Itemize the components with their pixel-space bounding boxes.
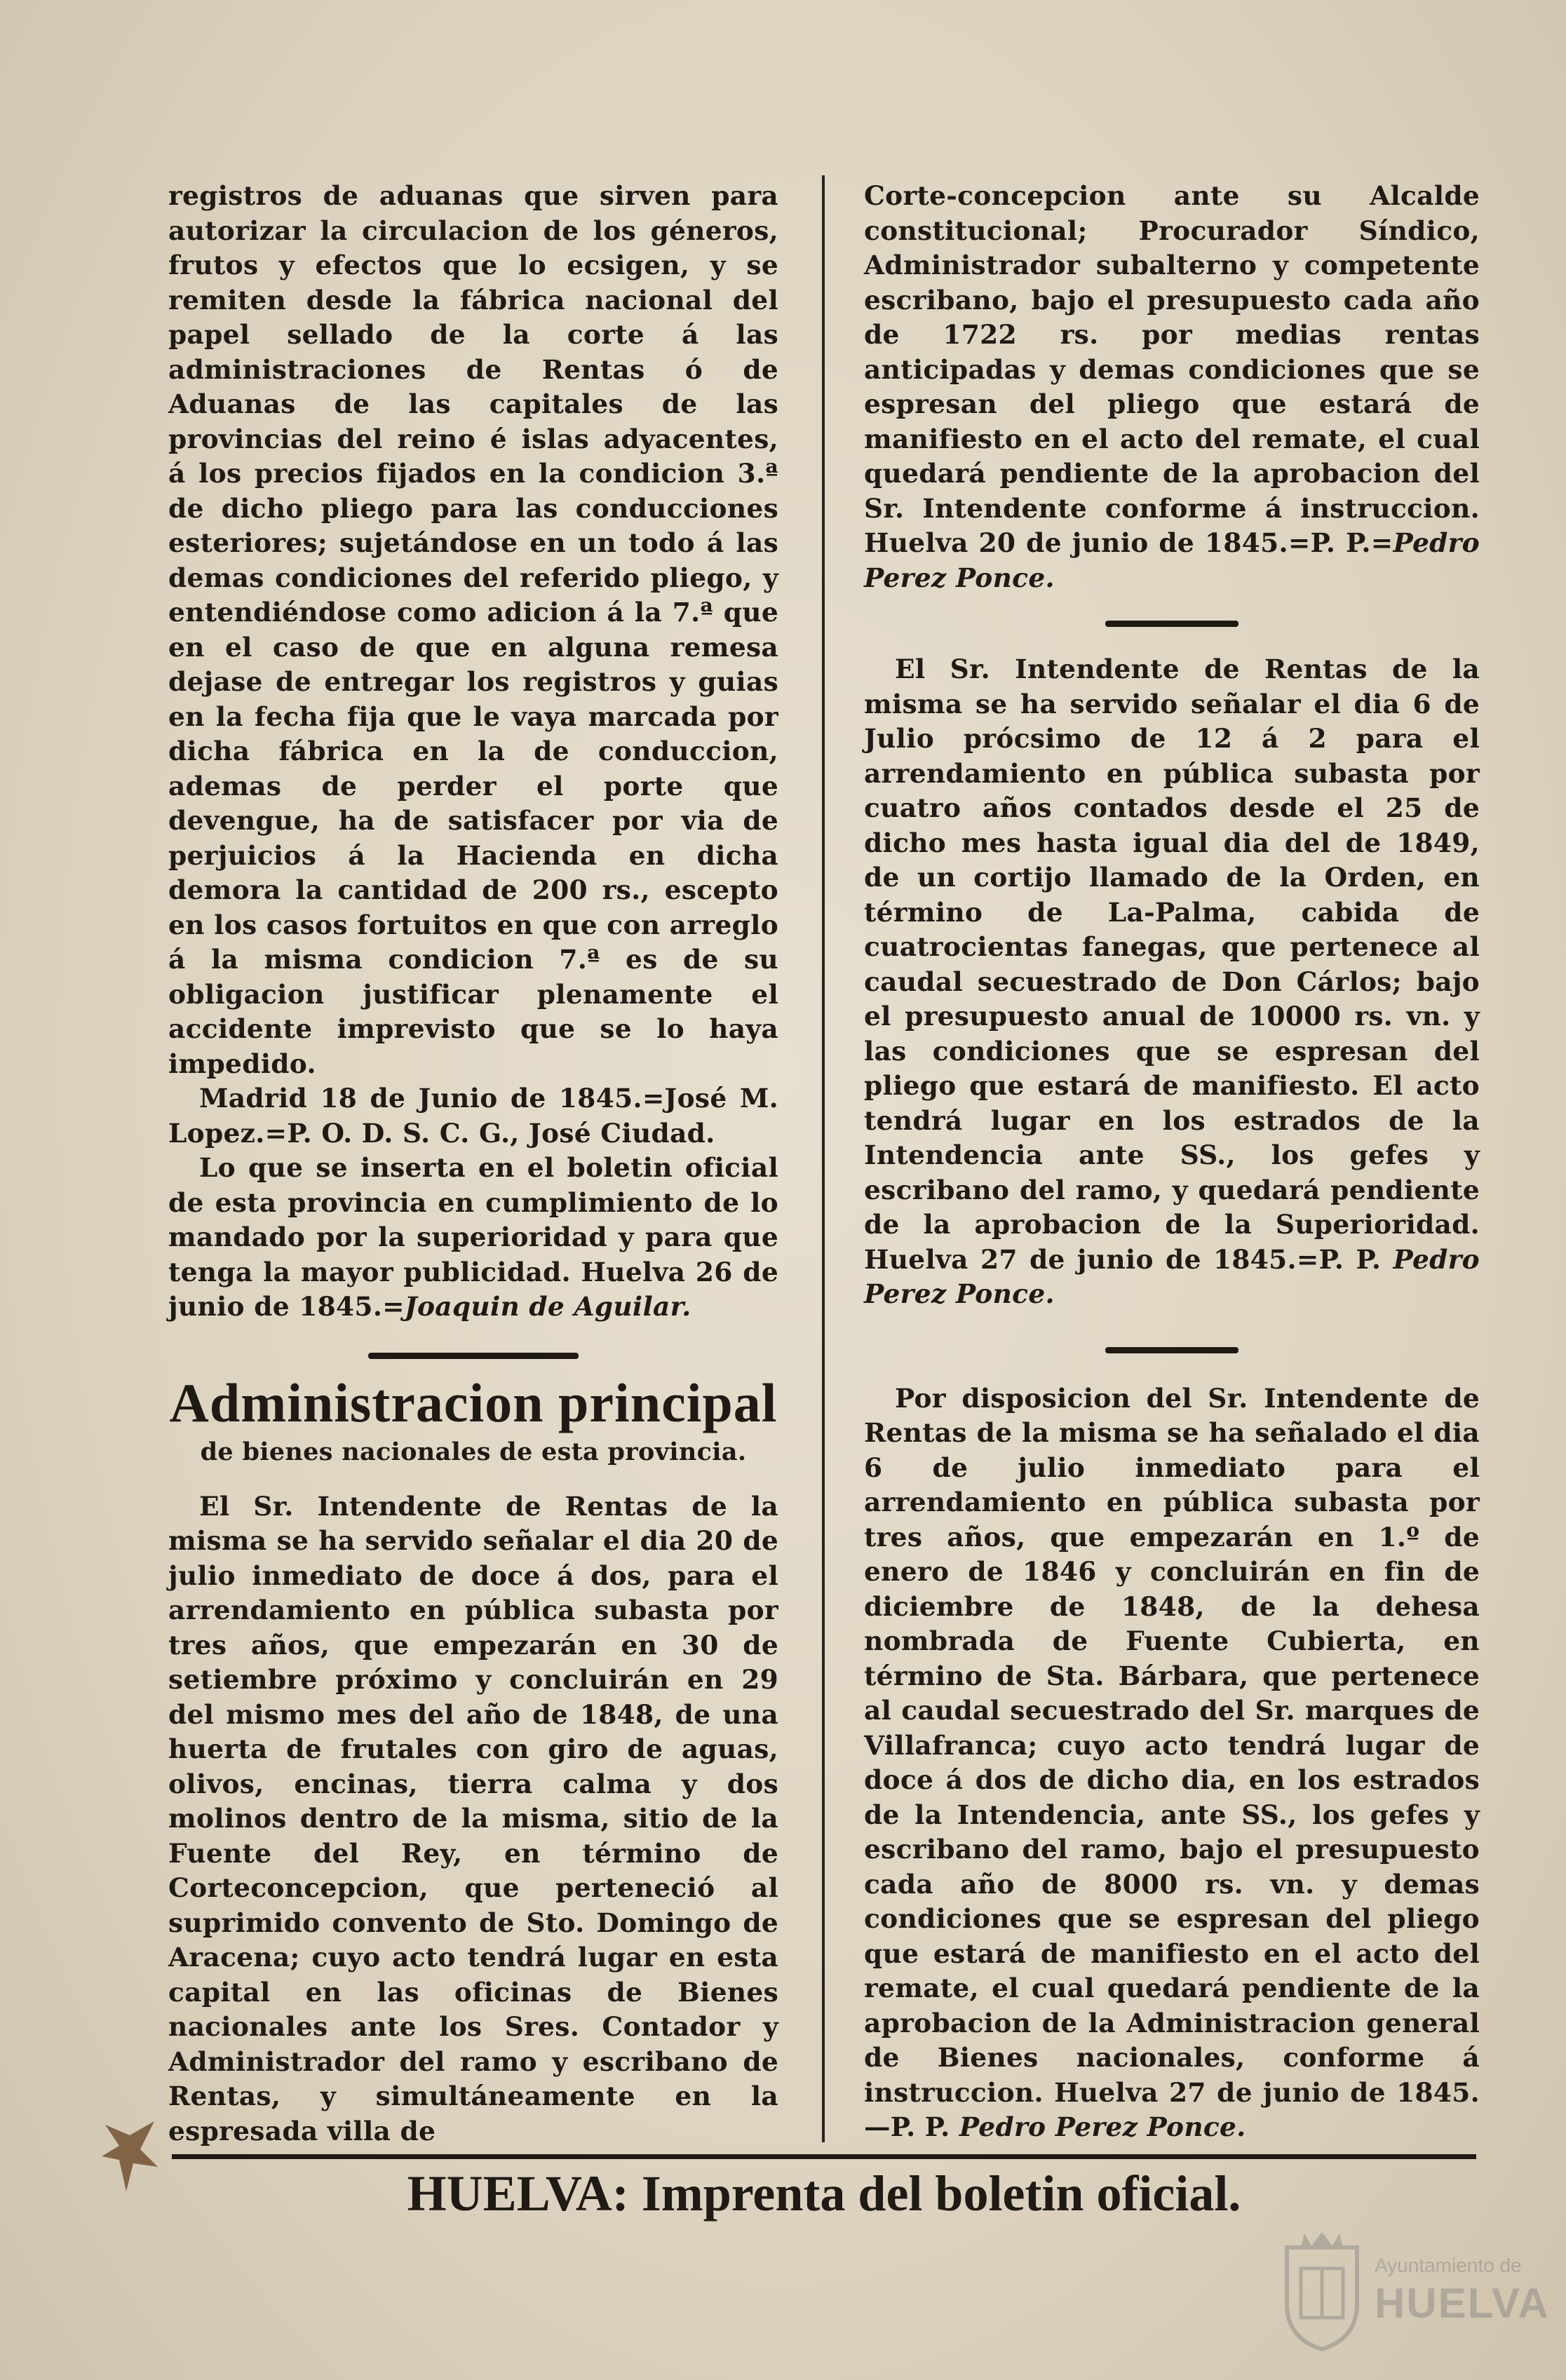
right-paragraph-3-text: Por disposicion del Sr. Intendente de Rentas de la misma se ha señalado el dia 6 de julio inmediato para el arrendamiento en pública subasta por tres años, que empezarán en 1.º de enero de 1846 y concluirán en fin de diciembre de 1848, de la dehesa nombrada de Fuente Cubierta, en término de Sta. Bárbara, que pertenece al caudal secuestrado del Sr. marques de Villafranca; cuyo acto tendrá lugar de doce á dos de dicho dia, en los estrados de la Intendencia, ante SS., los gefes y escribano del ramo, bajo el presupuesto cada año de 8000 rs. vn. y demas condiciones que se espresan del pliego que estará de manifiesto en el acto del remate, el cual quedará pendiente de la aprobacion de la Administracion general de Bienes nacionales, conforme á instruccion. Huelva 27 de junio de 1845.—P. P.: [864, 1382, 1480, 2142]
right-paragraph-1-text: Corte-concepcion ante su Alcalde constitucional; Procurador Síndico, Administrador subalterno y competente escribano, bajo el presupuesto cada año de 1722 rs. por medias rentas anticipadas y demas condiciones que se espresan del pliego que estará de manifiesto en el acto del remate, el cual quedará pendiente de la aprobacion del Sr. Intendente conforme á instruccion. Huelva 20 de junio de 1845.=P. P.=: [864, 180, 1480, 558]
column-divider: [822, 175, 825, 2142]
section-heading: Administracion principal: [169, 1372, 778, 1433]
section-subheading: de bienes nacionales de esta provincia.: [200, 1437, 747, 1466]
left-paragraph-3-signature: Joaquin de Aguilar.: [404, 1291, 691, 1322]
printer-imprint: HUELVA: Imprenta del boletin oficial.: [407, 2165, 1241, 2222]
right-paragraph-1: [864, 179, 1480, 595]
right-paragraph-3: [864, 1381, 1480, 2145]
left-paragraph-3: [168, 1151, 778, 1325]
watermark-line-2: HUELVA: [1375, 2280, 1550, 2327]
right-paragraph-3-signature: Pedro Perez Ponce.: [959, 2111, 1246, 2142]
notice-separator: [1105, 621, 1238, 627]
notice-separator: [1105, 1347, 1238, 1353]
archive-watermark: [1276, 2226, 1550, 2360]
left-paragraph-2: Madrid 18 de Junio de 1845.=José M. Lopez.=P. O. D. S. C. G., José Ciudad.: [168, 1083, 778, 1149]
coat-of-arms-icon: [1276, 2226, 1368, 2353]
ink-blot-icon: [98, 2118, 161, 2195]
right-paragraph-2: [864, 652, 1480, 1312]
section-separator: [368, 1353, 579, 1359]
left-column: [168, 179, 778, 2149]
right-paragraph-1-signature: Pedro Perez Ponce.: [864, 527, 1480, 593]
left-paragraph-3-text: Lo que se inserta en el boletin oficial de esta provincia en cumplimiento de lo mandado por la superioridad y para que tenga la mayor publicidad. Huelva 26 de junio de 1845.=: [168, 1152, 778, 1322]
right-paragraph-2-text: El Sr. Intendente de Rentas de la misma se ha servido señalar el dia 6 de Julio prócsimo de 12 á 2 para el arrendamiento en pública subasta por cuatro años contados desde el 25 de dicho mes hasta igual dia del de 1849, de un cortijo llamado de la Orden, en término de La-Palma, cabida de cuatrocientas fanegas, que pertenece al caudal secuestrado de Don Cárlos; bajo el presupuesto anual de 10000 rs. vn. y las condiciones que se espresan del pliego que estará de manifiesto. El acto tendrá lugar en los estrados de la Intendencia ante SS., los gefes y escribano del ramo, y quedará pendiente de la aprobacion de la Superioridad. Huelva 27 de junio de 1845.=P. P.: [864, 654, 1480, 1275]
left-paragraph-1: registros de aduanas que sirven para autorizar la circulacion de los géneros, frutos y efectos que lo ecsigen, y se remiten desde la fábrica nacional del papel sellado de la corte á las administraciones de Rentas ó de Aduanas de las capitales de las provincias del reino é islas adyacentes, á los precios fijados en la condicion 3.ª de dicho pliego para las conducciones esteriores; sujetándose en un todo á las demas condiciones del referido pliego, y entendiéndose como adicion á la 7.ª que en el caso de que en alguna remesa dejase de entregar los registros y guias en la fecha fija que le vaya marcada por dicha fábrica en la de conduccion, ademas de perder el porte que devengue, ha de satisfacer por via de perjuicios á la Hacienda en dicha demora la cantidad de 200 rs., escepto en los casos fortuitos en que con arreglo á la misma condicion 7.ª es de su obligacion justificar plenamente el accidente imprevisto que se lo haya impedido.: [168, 180, 778, 1079]
left-paragraph-4: El Sr. Intendente de Rentas de la misma se ha servido señalar el dia 20 de julio inmediato de doce á dos, para el arrendamiento en pública subasta por tres años, que empezarán en 30 de setiembre próximo y concluirán en 29 del mismo mes del año de 1848, de una huerta de frutales con giro de aguas, olivos, encinas, tierra calma y dos molinos dentro de la misma, sitio de la Fuente del Rey, en término de Corteconcepcion, que perteneció al suprimido convento de Sto. Domingo de Aracena; cuyo acto tendrá lugar en esta capital en las oficinas de Bienes nacionales ante los Sres. Contador y Administrador del ramo y escribano de Rentas, y simultáneamente en la espresada villa de: [168, 1490, 778, 2146]
watermark-line-1: Ayuntamiento de: [1375, 2254, 1522, 2276]
right-column: [864, 179, 1480, 2145]
right-paragraph-2-signature: Pedro Perez Ponce.: [864, 1243, 1480, 1309]
